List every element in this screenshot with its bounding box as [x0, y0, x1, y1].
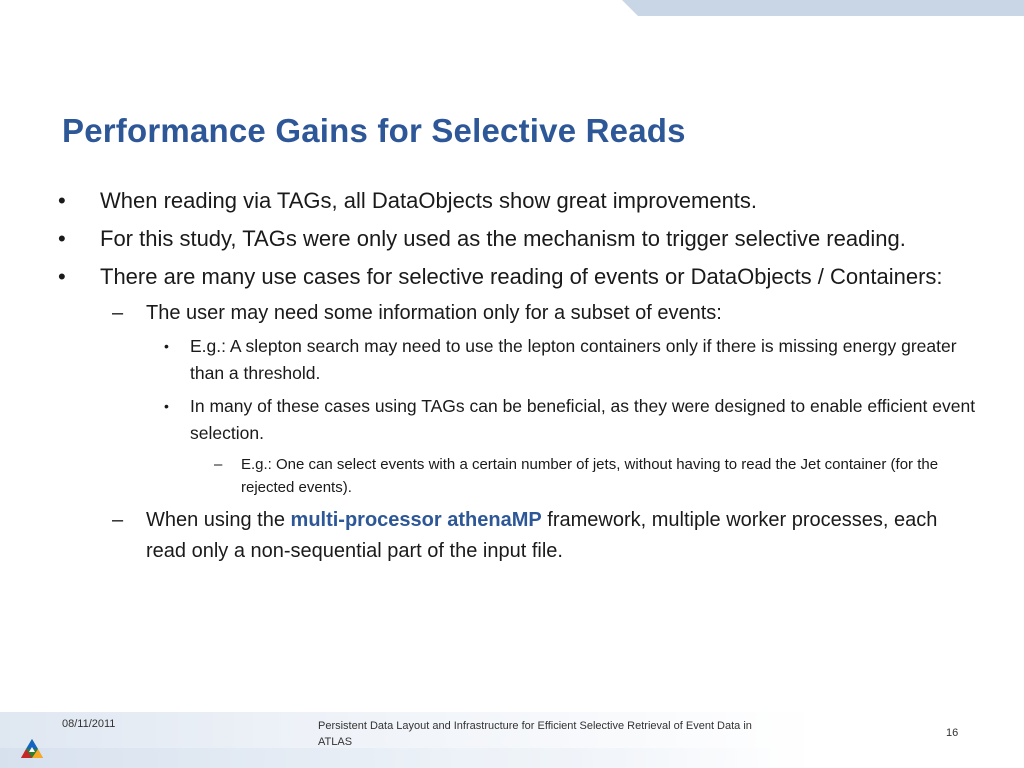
sub-bullet-item — [58, 298, 978, 329]
dash-mark: – — [112, 302, 124, 324]
dash-mark: – — [112, 509, 124, 531]
level4-bullet-text: E.g.: One can select events with a certain number of jets, without having to read the Jet container (for the rejected events). — [241, 456, 939, 496]
page-number: 16 — [946, 727, 959, 739]
bullet-item — [58, 260, 978, 294]
top-decor-band — [622, 0, 1024, 16]
dash-mark: – — [214, 456, 223, 473]
sub-bullet-prefix: When using the — [146, 509, 291, 531]
bullet-item — [58, 222, 978, 256]
bullet-mark: • — [58, 264, 66, 289]
footer-date: 08/11/2011 — [62, 718, 116, 730]
highlight-term: multi-processor athenaMP — [290, 509, 542, 531]
footer-title: Persistent Data Layout and Infrastructure for Efficient Selective Retrieval of Event Data in ATLAS — [318, 720, 752, 748]
level4-bullet-item — [58, 453, 978, 499]
bullet-text: When reading via TAGs, all DataObjects show great improvements. — [100, 188, 758, 213]
bullet-text: For this study, TAGs were only used as the mechanism to trigger selective reading. — [100, 226, 906, 251]
footer-band-lower — [0, 748, 780, 768]
sub-sub-bullet-item — [58, 393, 978, 447]
slide-content — [58, 184, 978, 571]
bullet-item — [58, 184, 978, 218]
sub-sub-bullet-text: E.g.: A slepton search may need to use the lepton containers only if there is missing energy greater than a threshold. — [190, 336, 957, 383]
sub-sub-bullet-text: In many of these cases using TAGs can be beneficial, as they were designed to enable efficient event selection. — [190, 396, 976, 443]
bullet-mark: • — [58, 226, 66, 251]
sub-sub-bullet-item — [58, 333, 978, 387]
bullet-mark: • — [164, 338, 169, 354]
bullet-text: There are many use cases for selective reading of events or DataObjects / Containers: — [100, 264, 943, 289]
sub-bullet-item — [58, 505, 978, 567]
argonne-logo-icon — [20, 738, 44, 760]
sub-bullet-text: The user may need some information only for a subset of events: — [146, 302, 722, 324]
slide-title: Performance Gains for Selective Reads — [62, 112, 686, 149]
sub-bullet-text — [146, 509, 937, 562]
sub-bullet-suffix: framework, multiple worker processes, each read only a non-sequential part of the input file. — [146, 509, 938, 562]
bullet-mark: • — [58, 188, 66, 213]
bullet-mark: • — [164, 398, 169, 414]
